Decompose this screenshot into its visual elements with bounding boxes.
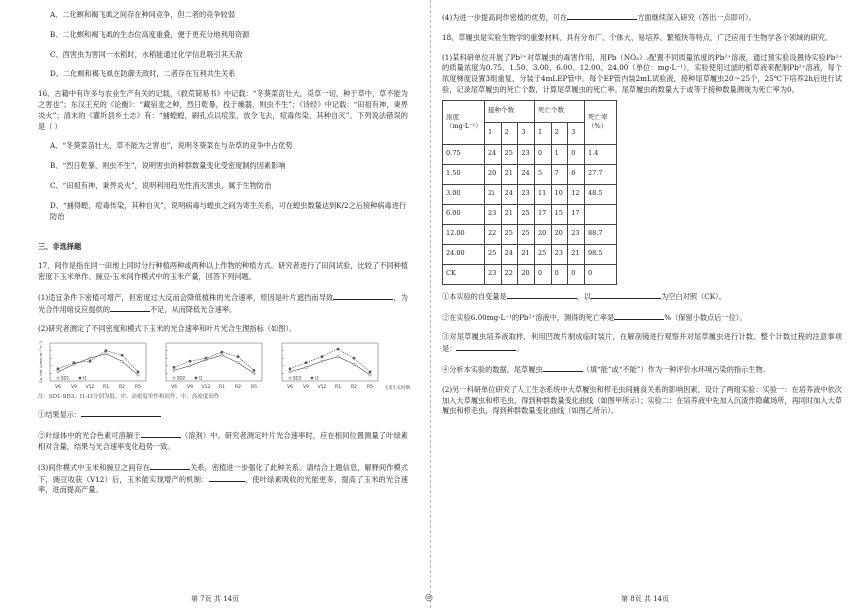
binding-mark-icon: ◎	[425, 592, 433, 603]
table-cell: 25	[534, 244, 551, 264]
page-8-footer: 第 8页 共 14页	[620, 594, 670, 603]
x-tick-label: R1	[219, 385, 225, 391]
x-tick-label: R5	[135, 385, 141, 391]
x-tick-label: R1	[103, 385, 109, 391]
section-title: 三、非选择题	[38, 242, 82, 252]
q18-iv-text-b: （填“能”或“不能”）作为一种评价水环境污染的指示生物。	[582, 364, 770, 374]
cell-rate: 27.7	[585, 164, 617, 184]
data-point	[221, 354, 223, 356]
legend-label: I2	[199, 375, 203, 381]
table-cell: 0	[551, 264, 568, 284]
legend-label: SD2	[177, 375, 186, 381]
q18-iii-text-a: ③对尾草履虫培养液取样，利用凹玻片制成临时装片，在解剖镜进行观察并对尾草履虫进行计数。整个计数过程的注意事项是：	[442, 332, 842, 354]
q17-1-text-a: (1)适宜条件下密植可增产，但密度过大反而会降低植株的光合速率，原因是叶片遮挡而导致	[38, 292, 334, 302]
q17-1-text-c: 不足，从而降低光合速率。	[149, 304, 237, 314]
data-point	[189, 365, 191, 367]
data-point	[121, 360, 123, 362]
answer-blank	[333, 292, 393, 300]
cell-conc: CK	[443, 264, 485, 284]
option-d: D、二化螟和褐飞虱在防御天敌时，二者存在互利共生关系	[50, 69, 236, 79]
legend-marker	[289, 377, 291, 379]
cell-conc: 6.00	[443, 204, 485, 224]
table-cell: 23	[485, 264, 502, 284]
q17-result-label: ①结果显示：	[38, 410, 82, 420]
table-row	[443, 184, 617, 204]
legend-label: I3	[315, 375, 319, 381]
data-point	[321, 360, 323, 362]
data-point	[337, 348, 339, 350]
question-18-stem: 18、草履虫是实验生物学的重要材料，具有分布广、个体大、易培养、繁殖快等特点，广泛应用于生物学各个领域的研究。	[442, 32, 833, 42]
page-7-content	[38, 10, 408, 505]
table-cell: 6	[568, 164, 585, 184]
question-16-stem: 16、古籍中有许多与农业生产有关的记载，《救荒简易书》中记载：“冬葵菜苗壮大，觅草一切，种于草中，草不能为之害也”；东汉王充的《论衡》：“藏宿麦之种，烈日乾暴，投于燥器，则虫不生”；《诗经》中记载：“田祖有神，秉畀炎火”；清末的《灌圻县乡土志》有：“捕蝗蝗，刷孔点以痘浆，放令飞去，痘毒传染，其种自灭”。下列说法错误的是（ ）	[38, 89, 408, 131]
subheader-cell: 3	[568, 122, 585, 144]
chart-caption-text: 注：SD1-SD3、I1-I3分别为低、中、高密度单作和间作，中、高密度间作	[38, 394, 220, 401]
option-b: B、二化螟和褐飞虱的生态位高度重叠，便于更充分地利用资源	[50, 29, 250, 39]
answer-blank	[567, 12, 637, 20]
answer-blank	[591, 291, 661, 299]
data-point	[253, 369, 255, 371]
data-point	[89, 360, 91, 362]
table-cell: 23	[485, 204, 502, 224]
data-point	[305, 366, 307, 368]
q18-i-text-c: 为空白对照（CK）。	[661, 291, 726, 301]
table-cell: 5	[534, 164, 551, 184]
q17-pigment-text-a: ②叶绿体中的光合色素可溶解于	[38, 431, 141, 441]
table-cell: 24	[501, 244, 518, 264]
cell-rate: 0	[585, 264, 617, 284]
legend-marker	[311, 377, 313, 379]
data-point	[205, 357, 207, 359]
data-point	[121, 354, 123, 356]
data-point	[189, 360, 191, 362]
x-tick-label: V9	[187, 385, 193, 391]
answer-blank	[150, 462, 190, 470]
table-cell: 25	[485, 244, 502, 264]
data-point	[221, 351, 223, 353]
cell-conc: 0.75	[443, 144, 485, 164]
data-point	[89, 357, 91, 359]
page-8-content	[442, 10, 842, 426]
cell-conc: 24.00	[443, 244, 485, 264]
legend-marker	[79, 377, 81, 379]
answer-blank	[456, 343, 516, 351]
table-row	[443, 264, 617, 284]
table-cell: 22	[485, 224, 502, 244]
line-chart-1	[38, 339, 150, 391]
line-chart-3-svg	[270, 339, 410, 391]
q17-part-4	[442, 12, 842, 24]
answer-blank	[81, 409, 161, 417]
subheader-cell: 1	[534, 122, 551, 144]
subheader-cell: 3	[518, 122, 535, 144]
data-point	[369, 371, 371, 373]
header-rate-label: 死亡率	[588, 112, 608, 121]
x-tick-label: V12	[317, 385, 327, 391]
cell-conc: 3.00	[443, 184, 485, 204]
line-chart-2-svg	[154, 339, 266, 391]
table-cell: 21	[501, 164, 518, 184]
table-cell: 15	[551, 204, 568, 224]
table-cell: 25	[501, 144, 518, 164]
q17-1-text-b: ，为光合作用暗反应提供的	[38, 292, 408, 314]
series-line	[290, 357, 370, 375]
table-cell: 17	[534, 204, 551, 224]
x-tick-label: R5	[367, 385, 373, 391]
page-8	[430, 0, 860, 608]
series-line	[58, 351, 138, 372]
legend-marker	[173, 377, 175, 379]
q16-option-a: A、“冬葵菜苗壮大，草不能为之害也”，说明冬葵菜在与杂草的竞争中占优势	[50, 141, 293, 151]
header-concentration	[443, 100, 485, 144]
table-cell: 20	[518, 264, 535, 284]
table-header-row	[443, 100, 617, 122]
header-rate-unit: （%）	[588, 122, 608, 131]
data-point	[353, 357, 355, 359]
q17-part-1	[38, 292, 408, 316]
data-point	[305, 362, 307, 364]
q18-part-1: (1)某科研单位开展了Pb²⁺对草履虫的毒害作用，用Pb（NO₃）₂配置不同质量浓度的Pb²⁺溶液，通过预实验设置待实验Pb²⁺的质量浓度为0.75、1.50、3.00、6.00、12.00、24.00（单位：mg·L⁻¹），实验使用过滤的稻草液来配制Pb²⁺溶液，每个浓度梯度设置3组重复，分装于4mLEP管中。每个EP管内装2mL试验液，接种尾草履虫20～25个，25℃下培养2h后进行试验，记录尾草履虫的死亡个数，计算尾草履虫的死亡率。尾草履虫的数量大于或等于接种数量测视为死亡率为0。	[442, 52, 842, 94]
data-point	[337, 356, 339, 358]
cell-rate: 98.5	[585, 244, 617, 264]
x-tick-label: R2	[351, 385, 357, 391]
table-cell: 25	[501, 224, 518, 244]
table-cell: 23	[518, 144, 535, 164]
question-17-stem: 17、间作是指在同一田地上同时分行种植两种或两种以上作物的种植方式。研究者进行了田间试验，比较了不同种植密度下玉米单作、豌豆-玉米间作模式中的玉米产量，回答下列问题。	[38, 261, 408, 281]
chart-caption	[38, 393, 408, 401]
series-line	[174, 352, 254, 370]
q16-option-c: C、“田祖有神，秉畀炎火”，说明利用趋光性消灭害虫，属于生物防治	[50, 180, 272, 190]
q18-ii-text-a: ②在实验6.00mg·L⁻¹的Pb²⁺溶液中，测得的死亡率是	[442, 312, 615, 322]
x-tick-label: V9	[303, 385, 309, 391]
data-point	[289, 368, 291, 370]
q16-option-d: D、“捕得蝗，痘毒传染，其种自灭”，说明病毒与蝗虫之间为寄生关系，可在蝗虫数量达到K/2之后接种病毒进行防治	[50, 200, 407, 221]
table-cell: 22	[501, 264, 518, 284]
q18-ii-text-b: %（保留小数点后一位）。	[664, 312, 747, 322]
x-axis-label: 玉米生长时期	[384, 386, 410, 392]
x-tick-label: R1	[335, 385, 341, 391]
q18-counting	[442, 332, 842, 355]
table-cell: 0	[568, 264, 585, 284]
subheader-cell: 1	[485, 122, 502, 144]
q17-pigment	[38, 430, 408, 453]
q17-4-text-a: (4)为进一步提高间作密植的优势，可在	[442, 13, 568, 22]
q17-4-text-b: 方面继续深入研究（答出一点即可）。	[637, 13, 756, 22]
header-seeded: 接种个数	[485, 100, 535, 122]
table-cell: 20	[534, 224, 551, 244]
x-tick-label: V12	[85, 385, 95, 391]
data-point	[253, 372, 255, 374]
cell-rate: 1.4	[585, 144, 617, 164]
q18-i-text-b: ，以	[576, 291, 592, 301]
table-cell: 12	[568, 184, 585, 204]
table-cell: 0	[568, 144, 585, 164]
x-tick-label: R2	[119, 385, 125, 391]
answer-blank	[614, 312, 664, 320]
q17-3-text-a: (3)间作模式中玉米和豌豆之间存在	[38, 462, 150, 472]
subheader-cell: 2	[501, 122, 518, 144]
table-cell: 21	[518, 244, 535, 264]
series-line	[174, 355, 254, 373]
q18-iii-text-b: 。	[516, 344, 524, 354]
data-point	[321, 356, 323, 358]
cell-rate: 48.5	[585, 184, 617, 204]
legend-label: SD1	[61, 375, 70, 381]
table-cell: 7	[551, 164, 568, 184]
x-tick-label: R5	[251, 385, 257, 391]
table-cell: 20	[551, 224, 568, 244]
q17-pigment-text-b: （溶剂）中。研究者测定叶片光合速率时，应在相同位置测量了叶绿素相对含量，结果与光合速率变化趋势一致。	[38, 431, 408, 451]
q17-3-text-c: ，使叶绿素吸收的光能更多，提高了玉米的光合速率，进而提高产量。	[38, 474, 408, 495]
subheader-cell: 2	[551, 122, 568, 144]
legend-marker	[57, 377, 59, 379]
q17-part-2: (2)研究者测定了不同密度和模式下玉米的光合速率和叶片光合生理指标（如图）。	[38, 324, 297, 334]
cell-conc: 1.50	[443, 164, 485, 184]
table-cell: 17	[568, 204, 585, 224]
cell-rate: 88.7	[585, 224, 617, 244]
table-cell: 24	[501, 184, 518, 204]
option-c: C、西害虫为害同一水稻时，水稻能通过化学信息吸引其天敌	[50, 49, 243, 59]
legend-label: SD3	[293, 375, 302, 381]
table-row	[443, 144, 617, 164]
table-cell: 1	[551, 144, 568, 164]
q18-part-2: (2)另一科研单位研究了人工生态系统中大草履虫和栉毛虫间捕食关系的影响因素，设计了两组实验：实验一：在培养液中依次加入大草履虫和栉毛虫，得到种群数量变化曲线（如图甲所示）；实验二：在培养液中先加入沉渣作隐藏场所，再同时加入大草履虫和栉毛虫，得到种群数量变化曲线（如图乙所示）。	[442, 384, 842, 416]
x-tick-label: V6	[287, 385, 293, 391]
legend-marker	[195, 377, 197, 379]
header-rate	[585, 100, 617, 144]
header-concentration-unit: （mg·L⁻¹）	[446, 122, 482, 131]
q18-mortality	[442, 312, 842, 324]
q17-part-3	[38, 462, 408, 496]
chart-row	[38, 339, 408, 391]
table-row	[443, 244, 617, 264]
q18-independent-variable	[442, 291, 842, 303]
q17-result	[38, 409, 408, 421]
table-cell: 20	[485, 164, 502, 184]
answer-blank	[209, 474, 245, 482]
table-row	[443, 204, 617, 224]
mortality-table	[442, 100, 617, 285]
table-cell: 21	[568, 244, 585, 264]
q18-i-text-a: ①本实验的自变量是	[442, 291, 507, 301]
x-tick-label: R2	[235, 385, 241, 391]
table-cell: 21	[501, 204, 518, 224]
data-point	[57, 368, 59, 370]
data-point	[289, 371, 291, 373]
q16-option-b: B、“烈日乾暴，则虫不生”，说明害虫的种群数量变化受密度制约因素影响	[50, 161, 286, 171]
table-cell: 11	[534, 184, 551, 204]
data-point	[137, 374, 139, 376]
data-point	[57, 371, 59, 373]
line-chart-1-svg	[38, 339, 150, 391]
table-cell: 0	[534, 264, 551, 284]
table-cell: 23	[568, 224, 585, 244]
answer-blank	[110, 304, 150, 312]
data-point	[105, 350, 107, 352]
table-cell: 2i	[485, 184, 502, 204]
q17-3-text-b: 关系，密植进一步强化了此种关系。请结合上题信息，解释间作模式下，豌豆收获（V12）后，玉米能实现增产的机制：	[38, 462, 408, 484]
data-point	[73, 362, 75, 364]
table-cell: 23	[551, 244, 568, 264]
option-a: A、二化螟和褐飞虱之间存在种间竞争，但二者的竞争较弱	[50, 10, 235, 19]
cell-rate	[585, 204, 617, 224]
line-chart-3	[270, 339, 410, 391]
answer-blank	[507, 291, 577, 299]
table-cell: 23	[518, 184, 535, 204]
cell-conc: 12.00	[443, 224, 485, 244]
data-point	[353, 363, 355, 365]
table-cell: 10	[551, 184, 568, 204]
table-cell: 0	[534, 144, 551, 164]
data-point	[173, 366, 175, 368]
page-7-footer: 第 7页 共 14页	[190, 594, 240, 603]
data-point	[105, 353, 107, 355]
q18-indicator	[442, 364, 842, 376]
y-axis-label: Ca. net (μmol·m⁻²·s⁻¹)	[38, 340, 43, 384]
table-cell: 25	[518, 224, 535, 244]
table-row	[443, 224, 617, 244]
answer-blank	[543, 364, 583, 372]
header-dead: 死亡个数	[534, 100, 584, 122]
legend-label: I1	[83, 375, 87, 381]
answer-blank	[141, 430, 181, 438]
x-tick-label: V6	[171, 385, 177, 391]
data-point	[237, 356, 239, 358]
x-tick-label: V6	[55, 385, 61, 391]
data-point	[369, 374, 371, 376]
table-cell: 24	[485, 144, 502, 164]
table-cell: 24	[518, 164, 535, 184]
data-point	[137, 371, 139, 373]
line-chart-2	[154, 339, 266, 391]
q18-iv-text-a: ④分析本实验的数据，尾草履虫	[442, 364, 543, 374]
data-point	[237, 362, 239, 364]
data-point	[173, 369, 175, 371]
x-tick-label: V9	[71, 385, 77, 391]
table-row	[443, 164, 617, 184]
header-concentration-label: 浓度	[446, 112, 459, 121]
table-cell: 25	[518, 204, 535, 224]
x-tick-label: V12	[201, 385, 211, 391]
